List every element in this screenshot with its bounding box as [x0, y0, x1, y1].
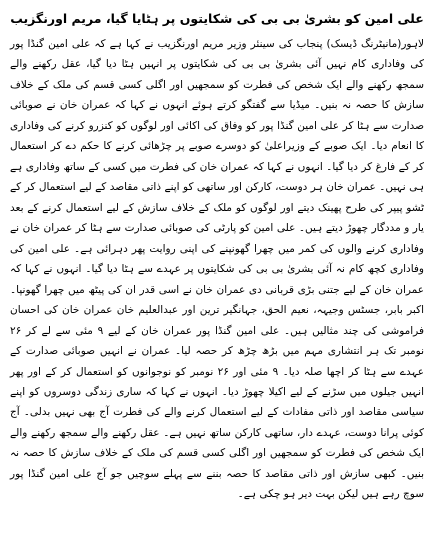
article-body: [10, 34, 424, 505]
article-headline: علی امین کو بشریٰ بی بی کی شکایتوں پر ہٹایا گیا، مریم اورنگزیب: [10, 11, 424, 26]
article-body-text: لاہور(مانیٹرنگ ڈیسک) پنجاب کی سینئر وزیر مریم اورنگزیب نے کہا ہے کہ علی امین گنڈا پور کی وفاداری کام نہیں آئی بشریٰ بی بی کی شکایتوں پر انہیں ہٹا دیا گیا، عقل رکھنے والے سمجھ رکھنے والے ایک شخص کی فطرت کو سمجھیں اور اگلی کسی قسم کی ملک کے خلاف سازش کا حصہ نہ بنیں۔ میڈیا سے گفتگو کرتے ہوئے انہوں نے کہا کہ عمران خان نے صوبائی صدارت سے ہٹا کر علی امین گنڈا پور کو وفاق کی اکائی اور لوگوں کو کنزرو کرنے کی وفاداری کا انعام دیا۔ ایک صوبے کے وزیراعلیٰ کو دوسرے صوبے پر چڑھائی کرنے کا حکم دے کر استعمال کر کے فارغ کر دیا گیا۔ انہوں نے کہا کہ عمران خان کی فطرت میں کسی کے ساتھ وفاداری ہے ہی نہیں۔ عمران خان ہر دوست، کارکن اور ساتھی کو اپنے ذاتی مقاصد کے لیے استعمال کر کے ٹشو پیپر کی طرح پھینک دیتے اور لوگوں کو ملک کے خلاف سازش کے لیے استعمال کرنے کے بعد یار و مددگار چھوڑ دیتے ہیں۔ علی امین کو پارٹی کی صوبائی صدارت سے ہٹا کر عمران خان نے وفاداری کرنے والوں کی کمر میں چھرا گھونپنے کی اپنی روایت پھر دہرائی ہے۔ علی امین کی وفاداری کچھ کام نہ آئی بشریٰ بی بی کی شکایتوں پر عہدے سے ہٹا دیا گیا۔ انہوں نے کہا کہ عمران خان کے لیے جتنی بڑی قربانی دی عمران خان نے اسی قدر ان کی پیٹھ میں چھرا گھونپا۔ اکبر بابر، جسٹس وجیہہ، نعیم الحق، جہانگیر ترین اور عبدالعلیم خان عمران خان کی احسان فراموشی کی چند مثالیں ہیں۔ علی امین گنڈا پور عمران خان کے لیے ۹ مئی سے لے کر ۲۶ نومبر تک ہر انتشاری مہم میں بڑھ چڑھ کر حصہ لیا۔ عمران نے انہیں صوبائی صدارت کے عہدے سے ہٹا کر اچھا صلہ دیا۔ ۹ مئی اور ۲۶ نومبر کو نوجوانوں کو استعمال کر کے اور پھر انہیں جیلوں میں سڑنے کے لیے اکیلا چھوڑ دیا۔ انہوں نے کہا کہ ساری زندگی دوسروں کو اپنے سیاسی مقاصد اور ذاتی مفادات کے لیے استعمال کرنے والے کی فطرت آج بھی نہیں بدلی۔ آج کوئی پرانا دوست، عہدے دار، ساتھی کارکن ساتھ نہیں ہے۔ عقل رکھنے والے سمجھ رکھنے والے ایک شخص کی فطرت کو سمجھیں اور اگلی کسی قسم کی ملک کے خلاف سازش کا حصہ نہ بنیں۔ کبھی سازش اور ذاتی مقاصد کا حصہ بننے سے پہلے سوچیں جو آج علی امین گنڈا پور سوچ رہے ہیں لیکن بہت دیر ہو چکی ہے۔: [10, 38, 424, 501]
